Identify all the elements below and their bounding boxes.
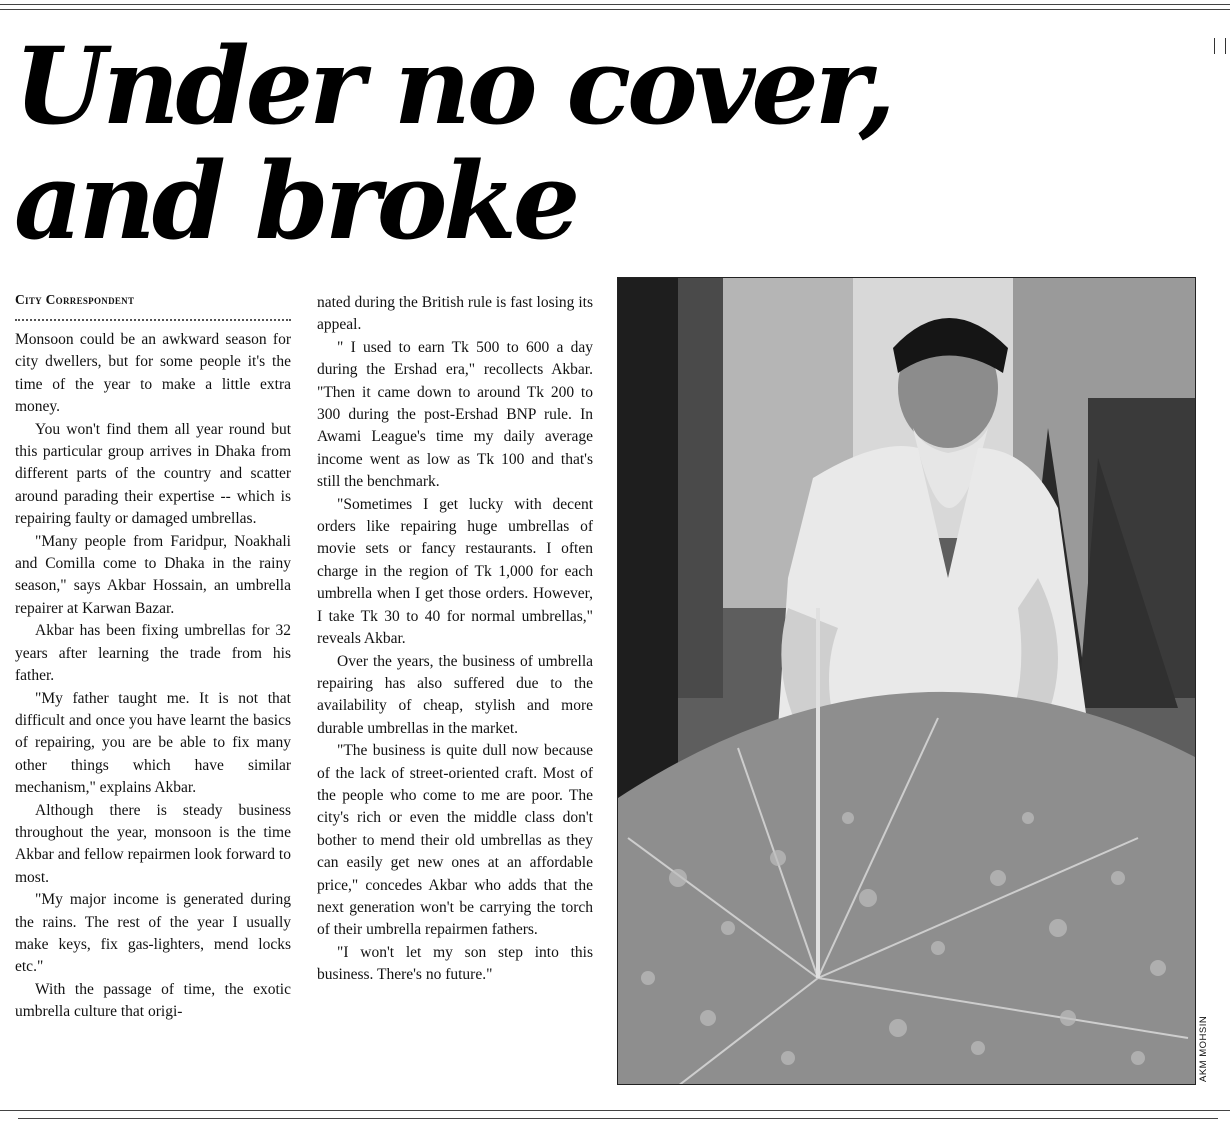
paragraph: Although there is steady business throughout the year, monsoon is the time Akbar and fellow repairmen look forward to most. <box>15 801 291 886</box>
paragraph: "Many people from Faridpur, Noakhali and Comilla come to Dhaka in the rainy season," says Akbar Hossain, an umbrella repairer at Karwan Bazar. <box>15 532 291 617</box>
paragraph: Akbar has been fixing umbrellas for 32 years after learning the trade from his father. <box>15 622 291 685</box>
paragraph: With the passage of time, the exotic umbrella culture that origi- <box>15 980 291 1021</box>
paragraph: "Sometimes I get lucky with decent orders like repairing huge umbrellas of movie sets or fancy restaurants. I often charge in the region of Tk 1,000 for each umbrella when I get those orders. However, I take Tk 30 to 40 for normal umbrellas," reveals Akbar. <box>317 495 593 648</box>
byline-divider <box>15 319 291 321</box>
top-rule <box>0 4 1230 5</box>
headline-line-2: and broke <box>14 138 577 263</box>
paragraph: "The business is quite dull now because of the lack of street-oriented craft. Most of the people who come to me are poor. The city's rich or even the middle class don't bother to mend their old umbrellas as they can easily get new ones at an affordable price," concedes Akbar who adds that the next generation won't be carrying the torch of their umbrella repairmen fathers. <box>317 742 593 939</box>
paragraph: "I won't let my son step into this business. There's no future." <box>317 943 593 984</box>
paragraph: "My major income is generated during the rains. The rest of the year I usually make keys, fix gas-lighters, mend locks etc." <box>15 891 291 976</box>
paragraph: " I used to earn Tk 500 to 600 a day during the Ershad era," recollects Akbar. "Then it came down to around Tk 200 to 300 during the post-Ershad BNP rule. In Awami League's time my daily average income went as low as Tk 100 and that's still the benchmark. <box>317 338 593 491</box>
paragraph: Over the years, the business of umbrella repairing has also suffered due to the availability of cheap, stylish and more durable umbrellas in the market. <box>317 652 593 737</box>
paragraph: "My father taught me. It is not that difficult and once you have learnt the basics of repairing, you are be able to fix many other things which have similar mechanism," explains Akbar. <box>15 689 291 797</box>
paragraph-continuation: nated during the British rule is fast losing its appeal. <box>317 294 593 334</box>
bottom-rule <box>0 1110 1230 1111</box>
headline-line-1: Under no cover, <box>14 23 892 148</box>
bottom-rule-inner <box>18 1118 1218 1119</box>
byline: City Correspondent <box>15 292 135 307</box>
article-column-1 <box>15 290 291 1024</box>
top-rule-inner <box>0 9 1230 10</box>
photo-illustration <box>618 278 1196 1085</box>
paragraph: Monsoon could be an awkward season for city dwellers, but for some people it's the time of the year to make a little extra money. <box>15 331 291 416</box>
paragraph: You won't find them all year round but this particular group arrives in Dhaka from different parts of the country and scatter around parading their expertise -- which is repairing faulty or damaged umbrellas. <box>15 420 291 528</box>
headline <box>14 23 914 263</box>
corner-marker <box>1214 38 1226 54</box>
article-column-2 <box>317 292 593 987</box>
article-photo <box>617 277 1196 1085</box>
photo-credit: AKM MOHSIN <box>1198 1015 1209 1082</box>
